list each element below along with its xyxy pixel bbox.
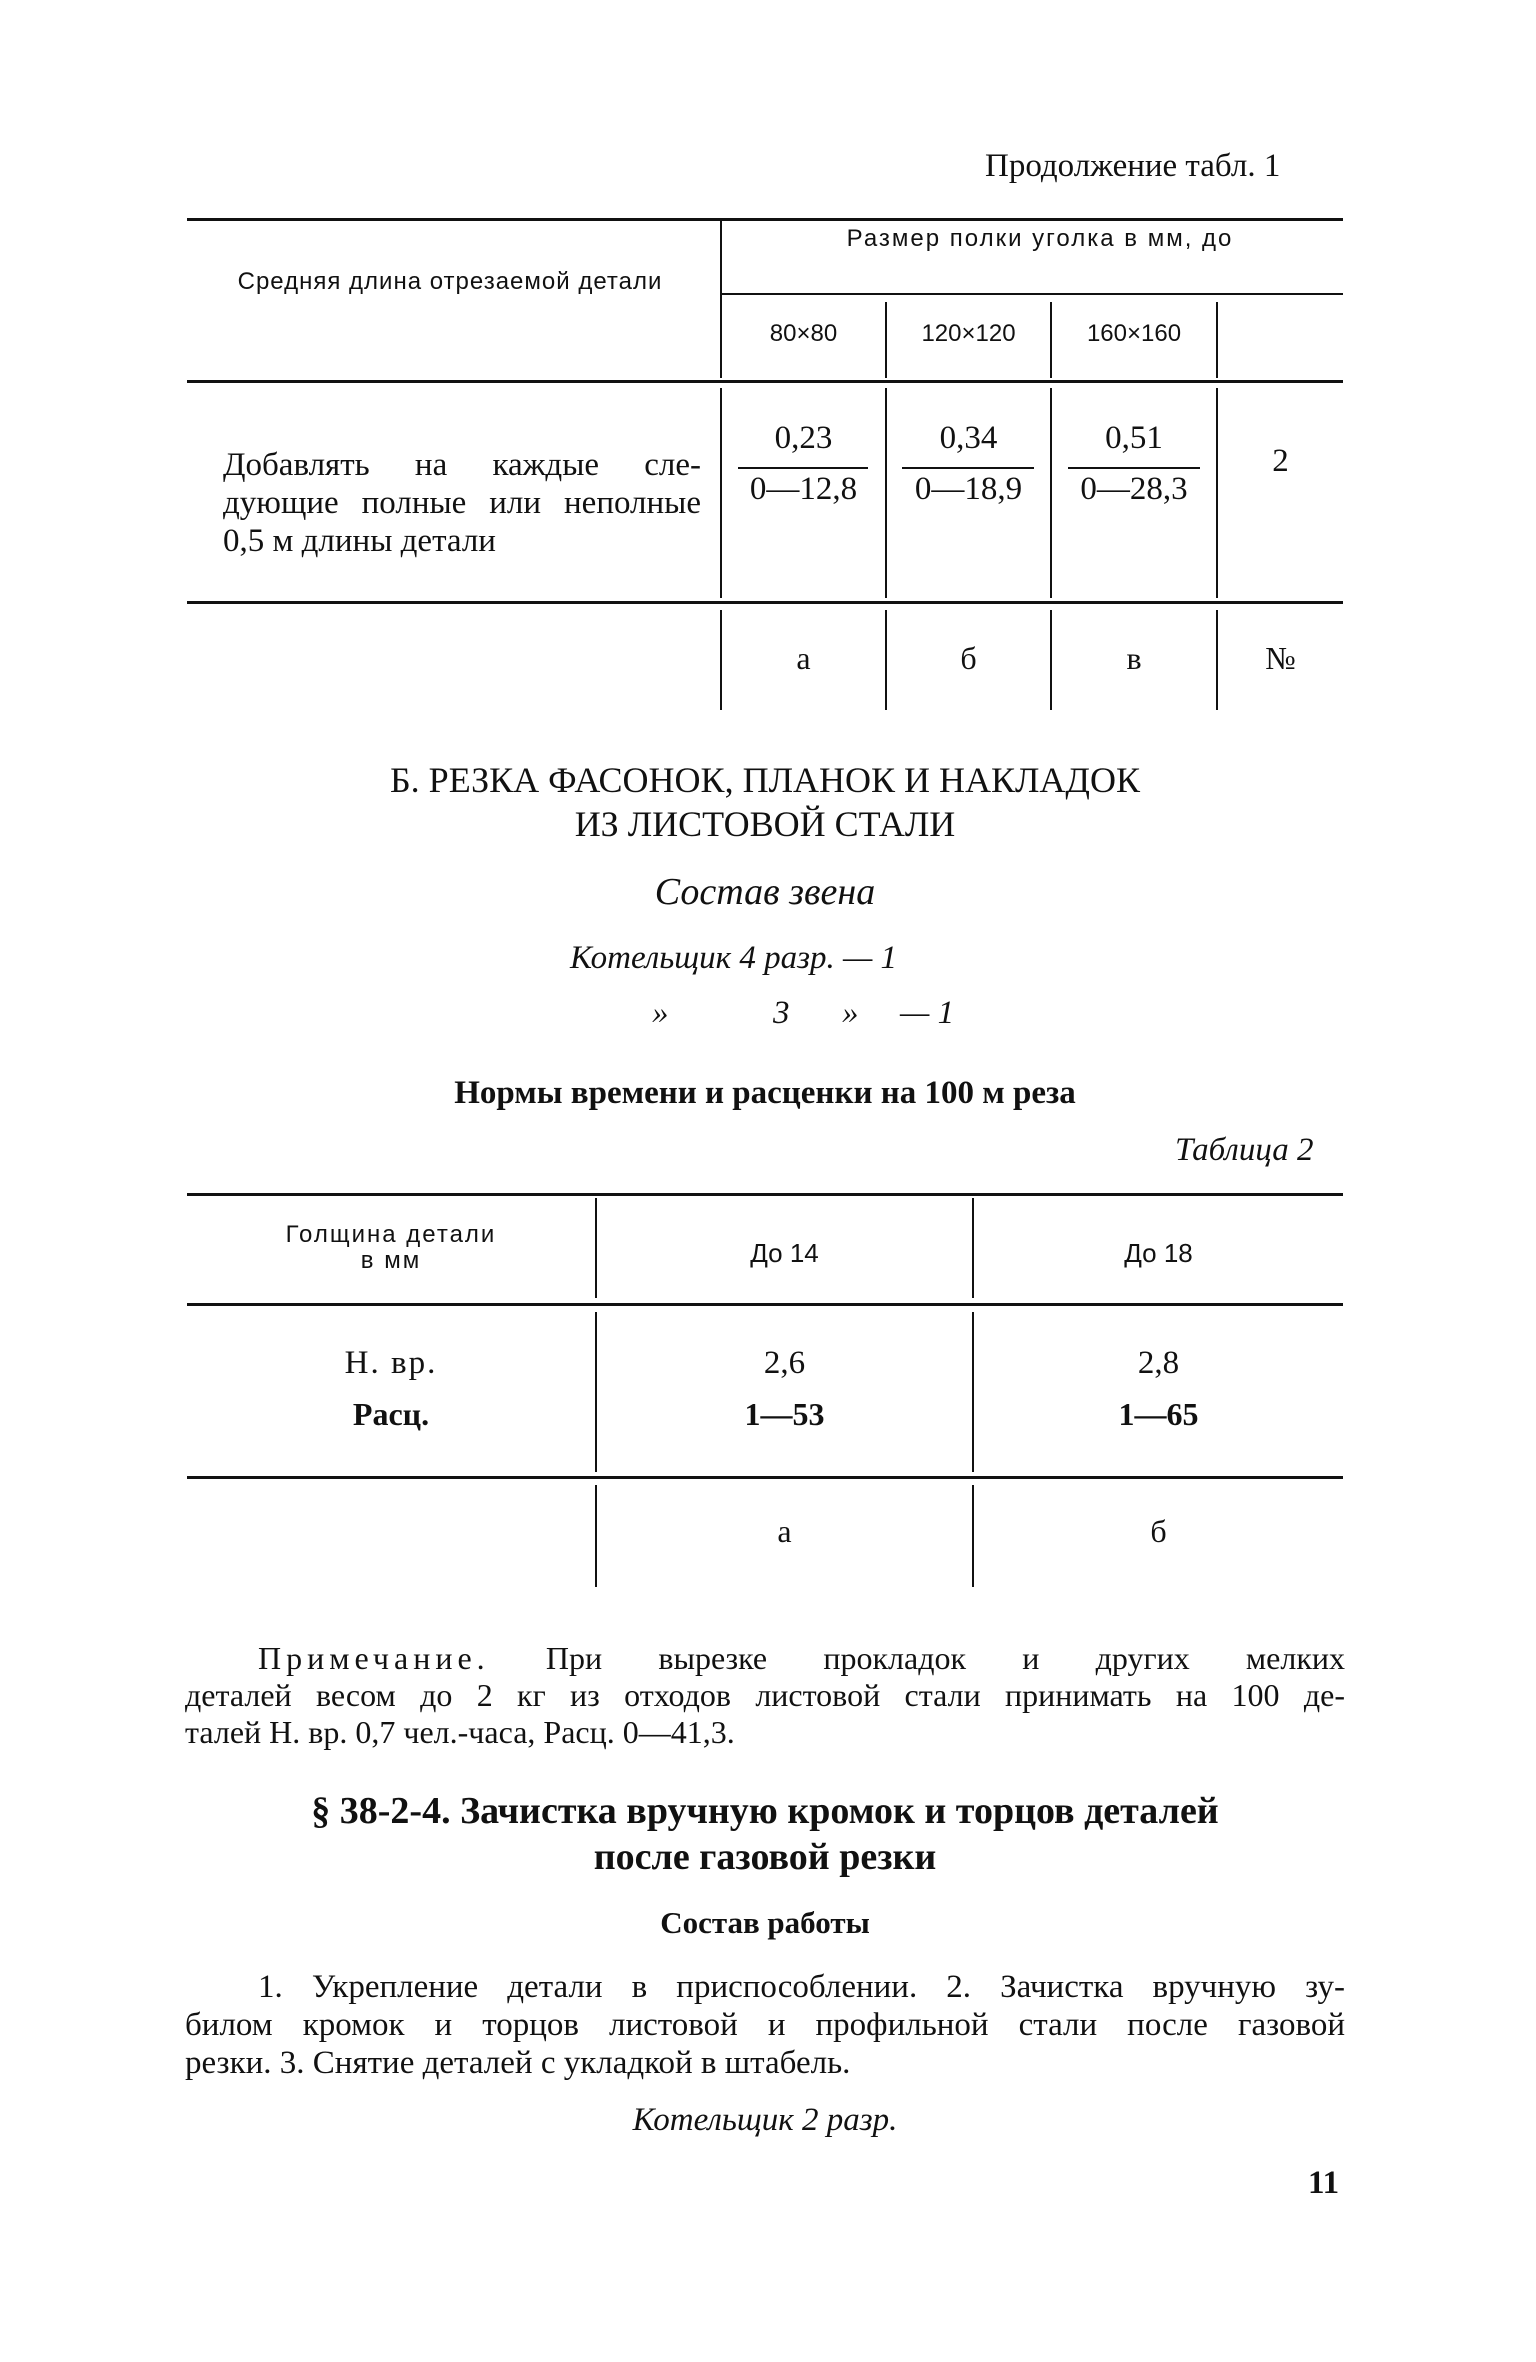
crew-line-2 bbox=[570, 995, 970, 1035]
table-2-rate: 1—65 bbox=[1118, 1396, 1199, 1432]
paragraph-heading-line: § 38-2-4. Зачистка вручную кромок и торцов деталей bbox=[311, 1790, 1219, 1832]
table-1-bottom-rule bbox=[187, 601, 1343, 604]
table-1-row-text-line: 0,5 м длины детали bbox=[223, 523, 496, 559]
table-1-col-header: 80×80 bbox=[769, 320, 838, 347]
table-2-divider bbox=[972, 1312, 974, 1472]
note-line: деталей весом до 2 кг из отходов листовой стали принимать на 100 де- bbox=[185, 1677, 1345, 1713]
work-text bbox=[185, 1968, 1345, 2082]
table-1-num-sign: № bbox=[1265, 640, 1296, 676]
table-1-header-rule bbox=[187, 380, 1343, 383]
table-2-col-letter: б bbox=[1150, 1513, 1167, 1549]
table-1-col-letter: б bbox=[960, 640, 977, 676]
ditto-mark: » bbox=[652, 995, 669, 1031]
table-2-col-letter: а bbox=[777, 1513, 792, 1549]
work-line: резки. 3. Снятие деталей с укладкой в штабель. bbox=[185, 2045, 851, 2081]
crew-line-1: Котельщик 4 разр. — 1 bbox=[570, 940, 898, 976]
crew-note: Котельщик 2 разр. bbox=[632, 2102, 898, 2138]
table-2-row-label: Н. вр. bbox=[344, 1345, 438, 1381]
work-line: билом кромок и торцов листовой и профильной стали после газовой bbox=[185, 2007, 1345, 2043]
table-1-row-number: 2 bbox=[1272, 443, 1289, 479]
table-1-col-header: 160×160 bbox=[1086, 320, 1182, 347]
paragraph-heading-line: после газовой резки bbox=[593, 1836, 937, 1878]
table-2-divider bbox=[595, 1312, 597, 1472]
crew-count: — 1 bbox=[900, 995, 955, 1031]
note bbox=[185, 1640, 1345, 1751]
fraction-bar bbox=[738, 467, 868, 469]
table-1-row-text-line: дующие полные или неполные bbox=[223, 485, 701, 521]
table-2-header-rule bbox=[187, 1303, 1343, 1306]
note-line: талей Н. вр. 0,7 чел.-часа, Расц. 0—41,3. bbox=[185, 1714, 735, 1750]
work-heading: Состав работы bbox=[660, 1905, 870, 1940]
table-2-row-label: Расц. bbox=[352, 1396, 430, 1432]
section-b-title-line: ИЗ ЛИСТОВОЙ СТАЛИ bbox=[574, 804, 956, 844]
note-text: При вырезке прокладок и других мелких bbox=[545, 1640, 1346, 1676]
table-1-col-header: 120×120 bbox=[921, 320, 1016, 347]
table-1-divider bbox=[1216, 388, 1218, 598]
fraction-bar bbox=[902, 467, 1034, 469]
table-1-row-text bbox=[223, 446, 701, 560]
table-1-norm: 0,34 bbox=[939, 420, 998, 456]
work-line: 1. Укрепление детали в приспособлении. 2. Зачистка вручную зу- bbox=[258, 1969, 1345, 2005]
table-2-col-header: До 18 bbox=[1124, 1238, 1193, 1268]
table-1-top-rule bbox=[187, 218, 1343, 221]
norms-heading: Нормы времени и расценки на 100 м реза bbox=[454, 1075, 1076, 1111]
table-1-divider bbox=[720, 220, 722, 378]
note-line bbox=[185, 1640, 1345, 1677]
table-2-col-header: До 14 bbox=[750, 1238, 819, 1268]
table-2-header-left bbox=[187, 1222, 595, 1274]
table-1-col-letter: а bbox=[796, 640, 811, 676]
table-2-top-rule bbox=[187, 1193, 1343, 1196]
table-1-row-text-line: Добавлять на каждые сле- bbox=[223, 447, 701, 483]
continuation-label: Продолжение табл. 1 bbox=[985, 148, 1281, 184]
paragraph-heading bbox=[180, 1788, 1350, 1880]
table-2-rate: 1—53 bbox=[744, 1396, 825, 1432]
table-2-norm: 2,8 bbox=[1137, 1345, 1180, 1381]
crew-heading: Состав звена bbox=[654, 871, 876, 913]
table-2-header-left-line: Голщина детали bbox=[285, 1221, 497, 1248]
table-1-rate: 0—18,9 bbox=[914, 471, 1023, 507]
table-2-header-left-line: в мм bbox=[360, 1247, 422, 1274]
table-1-norm: 0,51 bbox=[1105, 420, 1163, 456]
table-1-rate: 0—28,3 bbox=[1080, 471, 1188, 507]
table-1-header-group: Размер полки уголка в мм, до bbox=[846, 225, 1234, 252]
table-1-divider bbox=[1216, 302, 1218, 378]
table-1-group-rule bbox=[722, 293, 1343, 295]
section-b-title-line: Б. РЕЗКА ФАСОНОК, ПЛАНОК И НАКЛАДОК bbox=[390, 760, 1140, 800]
table-2-label: Таблица 2 bbox=[1175, 1132, 1314, 1168]
table-1-col-letter: в bbox=[1126, 640, 1142, 676]
table-1-header-left: Средняя длина отрезаемой детали bbox=[237, 268, 663, 295]
section-b-title bbox=[180, 758, 1350, 846]
fraction-bar bbox=[1068, 467, 1200, 469]
table-1-rate: 0—12,8 bbox=[749, 471, 858, 507]
crew-grade: 3 bbox=[773, 995, 790, 1031]
table-1-norm: 0,23 bbox=[774, 420, 833, 456]
table-2-norm: 2,6 bbox=[763, 1345, 806, 1381]
table-2-bottom-rule bbox=[187, 1476, 1343, 1479]
page-number: 11 bbox=[1308, 2165, 1340, 2201]
ditto-mark: » bbox=[842, 995, 859, 1031]
note-label: Примечание. bbox=[258, 1640, 490, 1676]
